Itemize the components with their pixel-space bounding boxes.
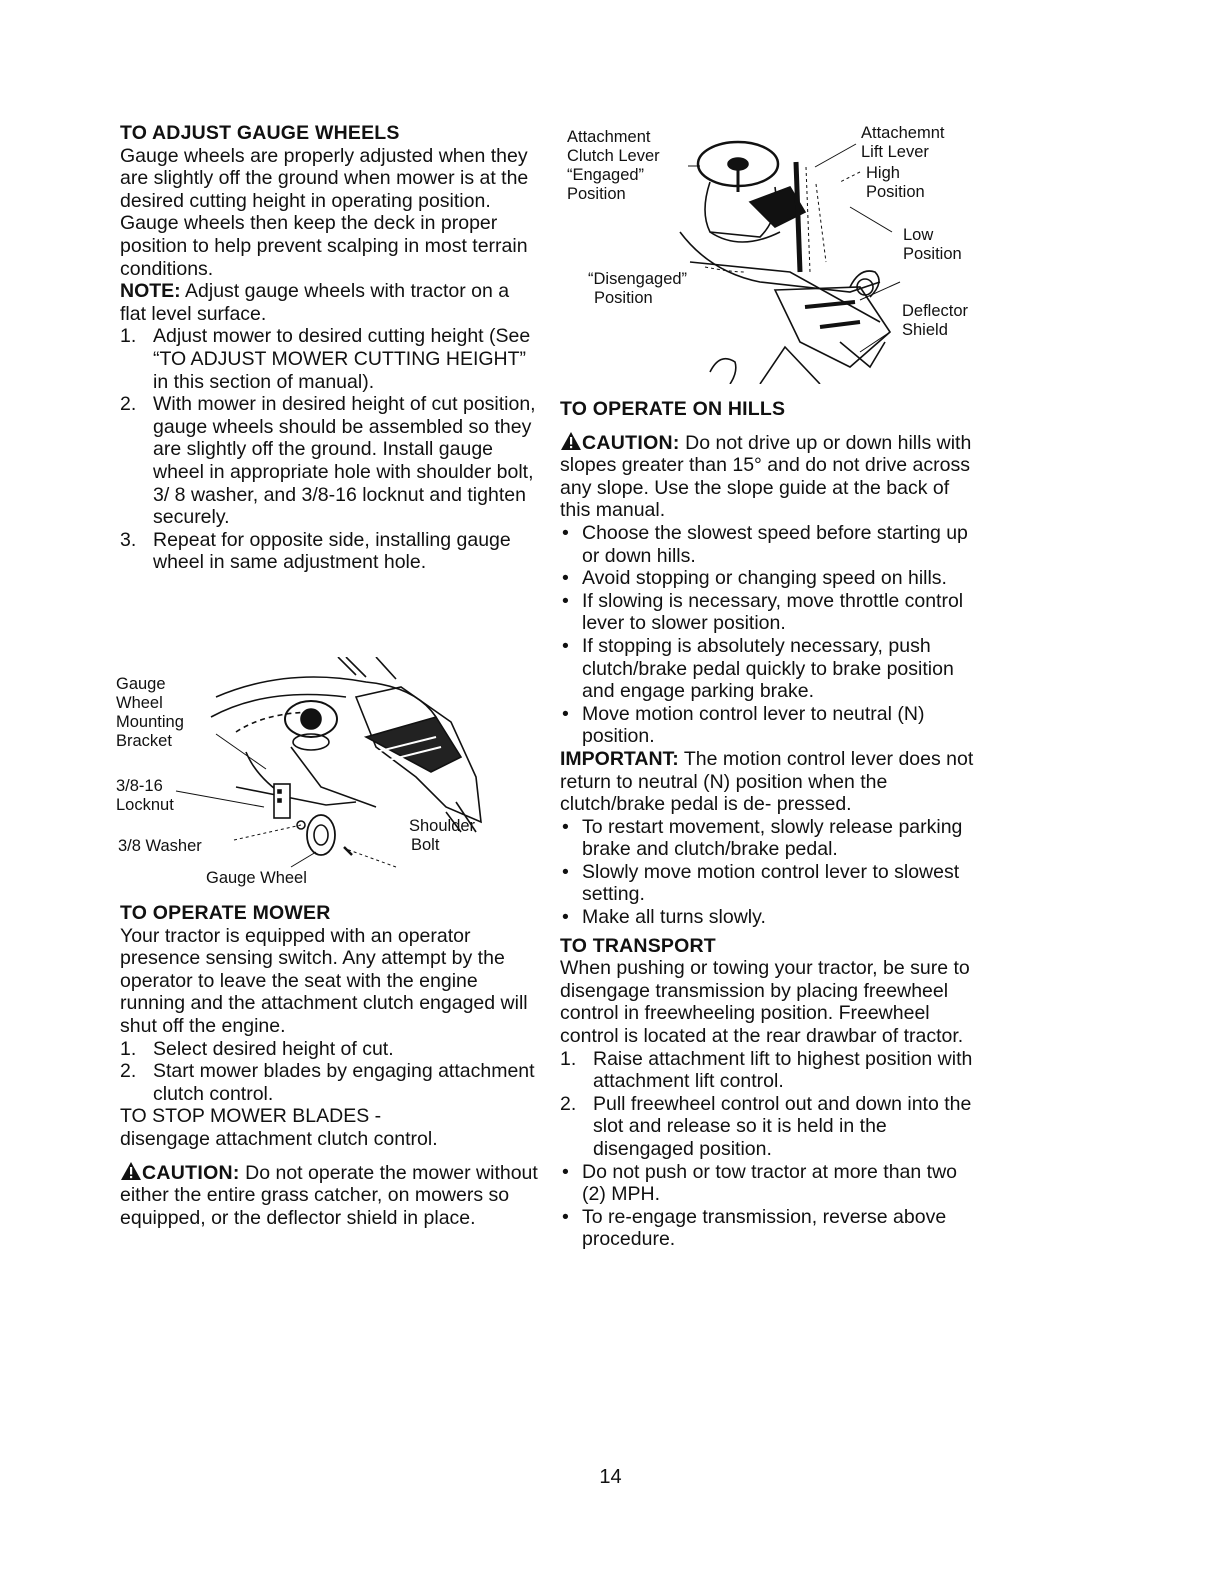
list-item: • Slowly move motion control lever to slowest setting.: [562, 860, 960, 906]
list-item: • If stopping is absolutely necessary, push clutch/brake pedal quickly to brake position and engage parking brake.: [562, 634, 954, 703]
list-item: • To restart movement, slowly release parking brake and clutch/brake pedal.: [562, 815, 963, 861]
note-label: NOTE:: [120, 280, 181, 303]
operate-mower-section: [120, 902, 540, 1229]
label-low-position: Low Position: [903, 226, 962, 263]
list-item: • Move motion control lever to neutral (N) position.: [562, 702, 925, 748]
label-locknut: 3/8-16 Locknut: [116, 777, 174, 814]
list-item: 1. Adjust mower to desired cutting height (See “TO ADJUST MOWER CUTTING HEIGHT” in this section of manual).: [120, 325, 531, 393]
list-item: • To re-engage transmission, reverse above procedure.: [562, 1205, 947, 1251]
transport-bullets: [560, 1161, 980, 1251]
label-deflector-shield: Deflector Shield: [902, 302, 969, 339]
gauge-wheels-intro: Gauge wheels are properly adjusted when they are slightly off the ground when mower is at the desired cutting height in operating position. Gauge wheels then keep the deck in proper position to help prevent scalping in most terrain conditions.: [120, 144, 529, 280]
list-item: • If slowing is necessary, move throttle control lever to slower position.: [562, 589, 964, 635]
label-clutch-engaged: Attachment Clutch Lever “Engaged” Position: [567, 128, 660, 203]
hills-caution: [560, 431, 980, 522]
list-item: • Do not push or tow tractor at more than two (2) MPH.: [562, 1160, 958, 1206]
list-item: 1. Select desired height of cut.: [120, 1037, 394, 1060]
label-lift-lever: Attachemnt Lift Lever: [861, 124, 945, 161]
list-item: 2. Pull freewheel control out and down into the slot and release so it is held in the disengaged position.: [560, 1092, 972, 1160]
important-label: IMPORTANT:: [560, 747, 679, 770]
important-note: [560, 748, 980, 816]
note-text: Adjust gauge wheels with tractor on a flat level surface.: [120, 280, 510, 325]
operate-steps-list: [120, 1038, 540, 1106]
hills-bullets: [560, 522, 980, 748]
right-column: [560, 398, 980, 1251]
warning-triangle-icon: [120, 1161, 142, 1181]
list-item: • Avoid stopping or changing speed on hills.: [562, 567, 947, 590]
gauge-wheel-figure: [116, 657, 516, 897]
list-item: 3. Repeat for opposite side, installing gauge wheel in same adjustment hole.: [120, 528, 511, 574]
transport-intro: When pushing or towing your tractor, be sure to disengage transmission by placing freewheel control in freewheeling position. Freewheel control is located at the rear drawbar of tractor.: [560, 957, 970, 1048]
mower-caution: [120, 1161, 540, 1230]
hills-bullets-2: [560, 816, 980, 929]
list-item: • Make all turns slowly.: [562, 906, 766, 929]
gauge-wheels-note: [120, 280, 540, 325]
list-item: • Choose the slowest speed before starting up or down hills.: [562, 521, 968, 567]
gauge-wheels-heading: TO ADJUST GAUGE WHEELS: [120, 122, 400, 144]
label-disengaged: “Disengaged” Position: [588, 270, 688, 307]
label-shoulder-bolt: Shoulder Bolt: [409, 817, 476, 854]
hills-heading: TO OPERATE ON HILLS: [560, 398, 786, 420]
list-item: 1. Raise attachment lift to highest position with attachment lift control.: [560, 1047, 973, 1093]
left-column: [120, 122, 540, 574]
label-gauge-wheel-bracket: Gauge Wheel Mounting Bracket: [116, 675, 184, 750]
caution-text: Do not drive up or down hills with slopes greater than 15° and do not drive across any slope. Use the slope guide at the back of this manual.: [560, 431, 972, 522]
caution-label: CAUTION:: [142, 1161, 240, 1184]
page-number: 14: [599, 1466, 622, 1488]
transport-heading: TO TRANSPORT: [560, 934, 716, 957]
label-gauge-wheel: Gauge Wheel: [206, 869, 307, 887]
stop-blades-text: disengage attachment clutch control.: [120, 1127, 438, 1150]
important-text: The motion control lever does not return to neutral (N) position when the clutch/brake pedal is de- pressed.: [560, 747, 974, 816]
operate-mower-intro: Your tractor is equipped with an operator presence sensing switch. Any attempt by the operator to leave the seat with the engine running and the attachment clutch engaged will shut off the engine.: [120, 924, 528, 1037]
gauge-steps-list: [120, 325, 540, 574]
label-washer: 3/8 Washer: [118, 837, 202, 855]
operate-mower-heading: TO OPERATE MOWER: [120, 902, 331, 924]
tractor-lever-figure: [560, 122, 980, 384]
caution-label: CAUTION:: [582, 431, 680, 454]
list-item: 2. With mower in desired height of cut position, gauge wheels should be assembled so they are slightly off the ground. Install gauge wheel in appropriate hole with shoulder bolt, 3/ 8 washer, and 3/8-16 locknut and tighten securely.: [120, 393, 536, 529]
list-item: 2. Start mower blades by engaging attachment clutch control.: [120, 1060, 535, 1105]
stop-blades-line: TO STOP MOWER BLADES -: [120, 1105, 382, 1128]
transport-steps-list: [560, 1048, 980, 1161]
label-high-position: High Position: [866, 164, 925, 201]
caution-text: Do not operate the mower without either the entire grass catcher, on mowers so equipped, or the deflector shield in place.: [120, 1161, 538, 1229]
warning-triangle-icon: [560, 431, 582, 451]
